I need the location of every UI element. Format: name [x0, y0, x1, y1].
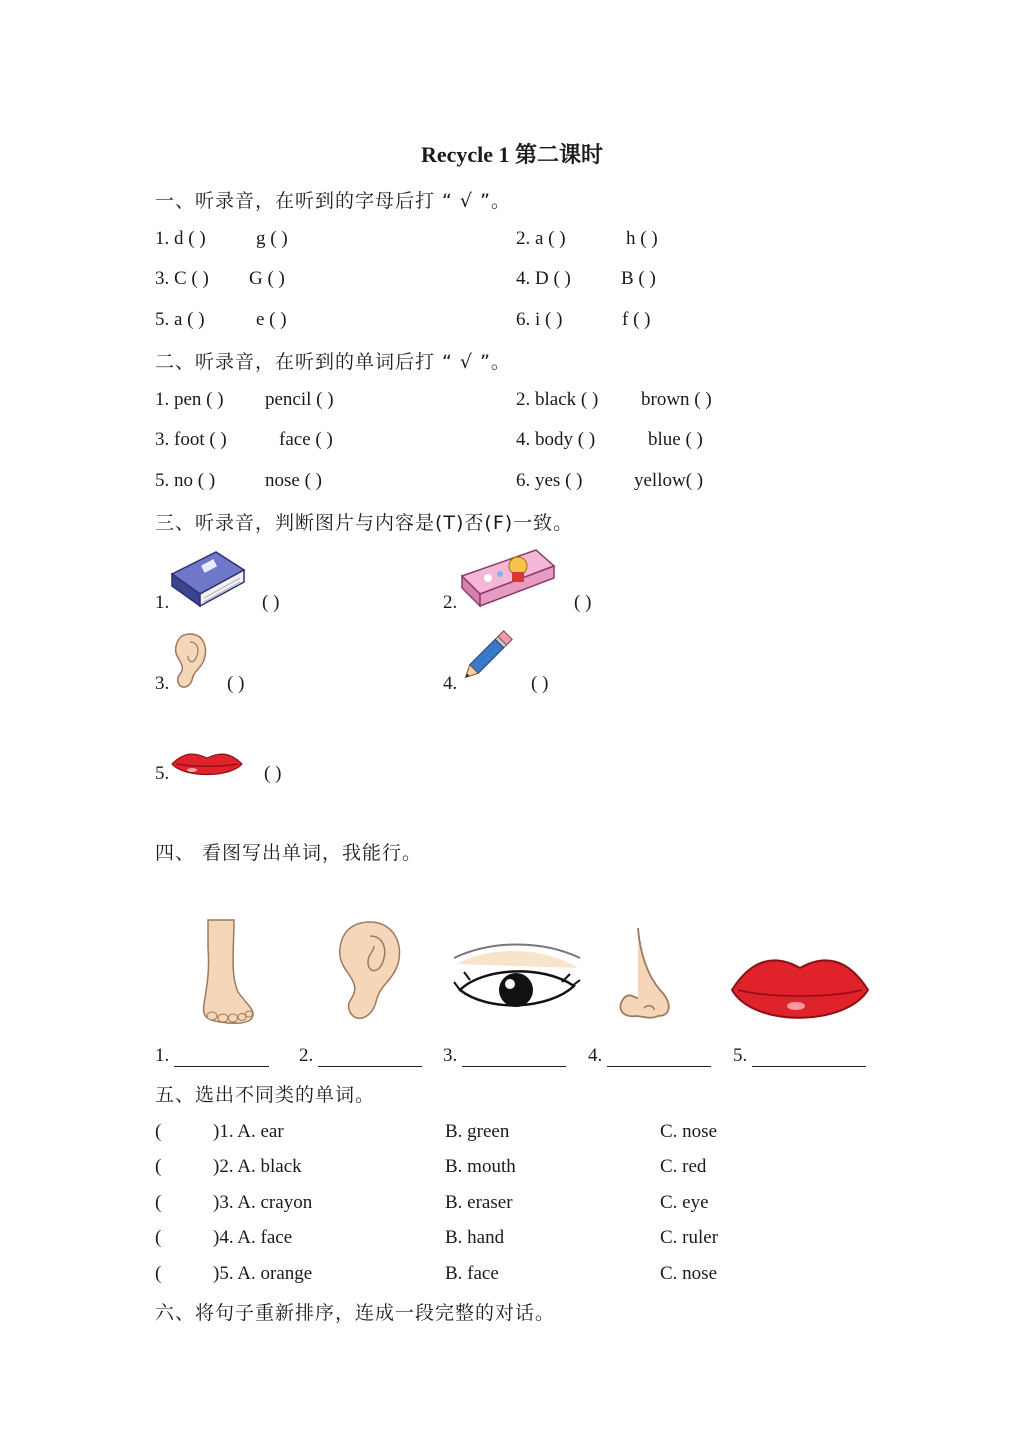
section-3-heading: 三、听录音，判断图片与内容是(T)否(F)一致。 — [155, 512, 574, 534]
s5-b-3: B. eraser — [445, 1192, 513, 1213]
s5-paren-4[interactable]: ( — [155, 1227, 162, 1248]
book-icon — [168, 548, 248, 610]
s5-b-2: B. mouth — [445, 1156, 516, 1177]
s2-item-5: 5. no ( ) — [155, 470, 216, 491]
s2-item-3: 3. foot ( ) — [155, 429, 227, 450]
eye-icon — [452, 938, 582, 1020]
answer-blank-1[interactable] — [174, 1046, 269, 1067]
s2-item-1: 1. pen ( ) — [155, 389, 224, 410]
s5-a-2: )2. A. black — [213, 1156, 302, 1177]
s5-a-4: )4. A. face — [213, 1227, 293, 1248]
section-5-heading: 五、选出不同类的单词。 — [155, 1084, 376, 1106]
s4-item-5 — [733, 1045, 866, 1067]
answer-blank-3[interactable] — [462, 1046, 566, 1067]
s3-paren-1: ( ) — [262, 592, 280, 613]
section-2-heading: 二、听录音，在听到的单词后打 “ √ ”。 — [155, 351, 511, 373]
s2-item-1b: pencil ( ) — [265, 389, 334, 410]
s4-num-3: 3. — [443, 1045, 458, 1066]
s1-item-2: 2. a ( ) — [516, 228, 566, 249]
s2-item-3b: face ( ) — [279, 429, 333, 450]
s1-item-6b: f ( ) — [622, 309, 651, 330]
s3-num-4: 4. — [443, 673, 458, 694]
s1-item-2b: h ( ) — [626, 228, 658, 249]
s2-item-6: 6. yes ( ) — [516, 470, 583, 491]
s4-num-2: 2. — [299, 1045, 314, 1066]
pencil-icon — [456, 624, 516, 690]
s2-item-6b: yellow( ) — [634, 470, 704, 491]
section-4-heading: 四、 看图写出单词，我能行。 — [155, 842, 423, 864]
s5-b-4: B. hand — [445, 1227, 505, 1248]
s2-item-4b: blue ( ) — [648, 429, 703, 450]
s5-a-1: )1. A. ear — [213, 1121, 284, 1142]
s1-item-5b: e ( ) — [256, 309, 287, 330]
s2-item-4: 4. body ( ) — [516, 429, 596, 450]
answer-blank-4[interactable] — [607, 1046, 711, 1067]
s5-a-5: )5. A. orange — [213, 1263, 313, 1284]
ear-icon — [170, 630, 210, 692]
s3-paren-3: ( ) — [227, 673, 245, 694]
s1-item-6: 6. i ( ) — [516, 309, 563, 330]
s5-c-1: C. nose — [660, 1121, 717, 1142]
nose-icon — [608, 924, 678, 1024]
s4-num-4: 4. — [588, 1045, 603, 1066]
s4-item-4 — [588, 1045, 711, 1067]
s5-paren-2[interactable]: ( — [155, 1156, 162, 1177]
foot-icon — [194, 918, 262, 1028]
s5-c-4: C. ruler — [660, 1227, 719, 1248]
s1-item-4: 4. D ( ) — [516, 268, 571, 289]
s3-paren-5: ( ) — [264, 763, 282, 784]
s5-paren-1[interactable]: ( — [155, 1121, 162, 1142]
s1-item-5: 5. a ( ) — [155, 309, 205, 330]
answer-blank-2[interactable] — [318, 1046, 422, 1067]
s3-num-1: 1. — [155, 592, 170, 613]
s1-item-3b: G ( ) — [249, 268, 285, 289]
s3-num-2: 2. — [443, 592, 458, 613]
s5-c-2: C. red — [660, 1156, 707, 1177]
s5-c-5: C. nose — [660, 1263, 717, 1284]
s5-c-3: C. eye — [660, 1192, 709, 1213]
s5-a-3: )3. A. crayon — [213, 1192, 313, 1213]
s4-num-5: 5. — [733, 1045, 748, 1066]
section-1-heading: 一、听录音，在听到的字母后打 “ √ ”。 — [155, 190, 511, 212]
s3-paren-4: ( ) — [531, 673, 549, 694]
pencil-case-icon — [458, 546, 558, 614]
s1-item-3: 3. C ( ) — [155, 268, 209, 289]
s2-item-2: 2. black ( ) — [516, 389, 599, 410]
page-title: Recycle 1 第二课时 — [420, 142, 604, 167]
s5-b-5: B. face — [445, 1263, 499, 1284]
ear-icon — [334, 918, 406, 1028]
s4-item-3 — [443, 1045, 566, 1067]
s3-paren-2: ( ) — [574, 592, 592, 613]
mouth-icon — [170, 748, 244, 782]
s3-num-3: 3. — [155, 673, 170, 694]
s4-num-1: 1. — [155, 1045, 170, 1066]
s2-item-2b: brown ( ) — [641, 389, 712, 410]
s3-num-5: 5. — [155, 763, 170, 784]
s5-paren-3[interactable]: ( — [155, 1192, 162, 1213]
s2-item-5b: nose ( ) — [265, 470, 322, 491]
s4-item-1 — [155, 1045, 269, 1067]
s5-b-1: B. green — [445, 1121, 510, 1142]
s1-item-1: 1. d ( ) — [155, 228, 206, 249]
mouth-icon — [730, 952, 870, 1030]
s1-item-1b: g ( ) — [256, 228, 288, 249]
answer-blank-5[interactable] — [752, 1046, 866, 1067]
s5-paren-5[interactable]: ( — [155, 1263, 162, 1284]
s4-item-2 — [299, 1045, 422, 1067]
section-6-heading: 六、将句子重新排序，连成一段完整的对话。 — [155, 1302, 556, 1324]
s1-item-4b: B ( ) — [621, 268, 656, 289]
